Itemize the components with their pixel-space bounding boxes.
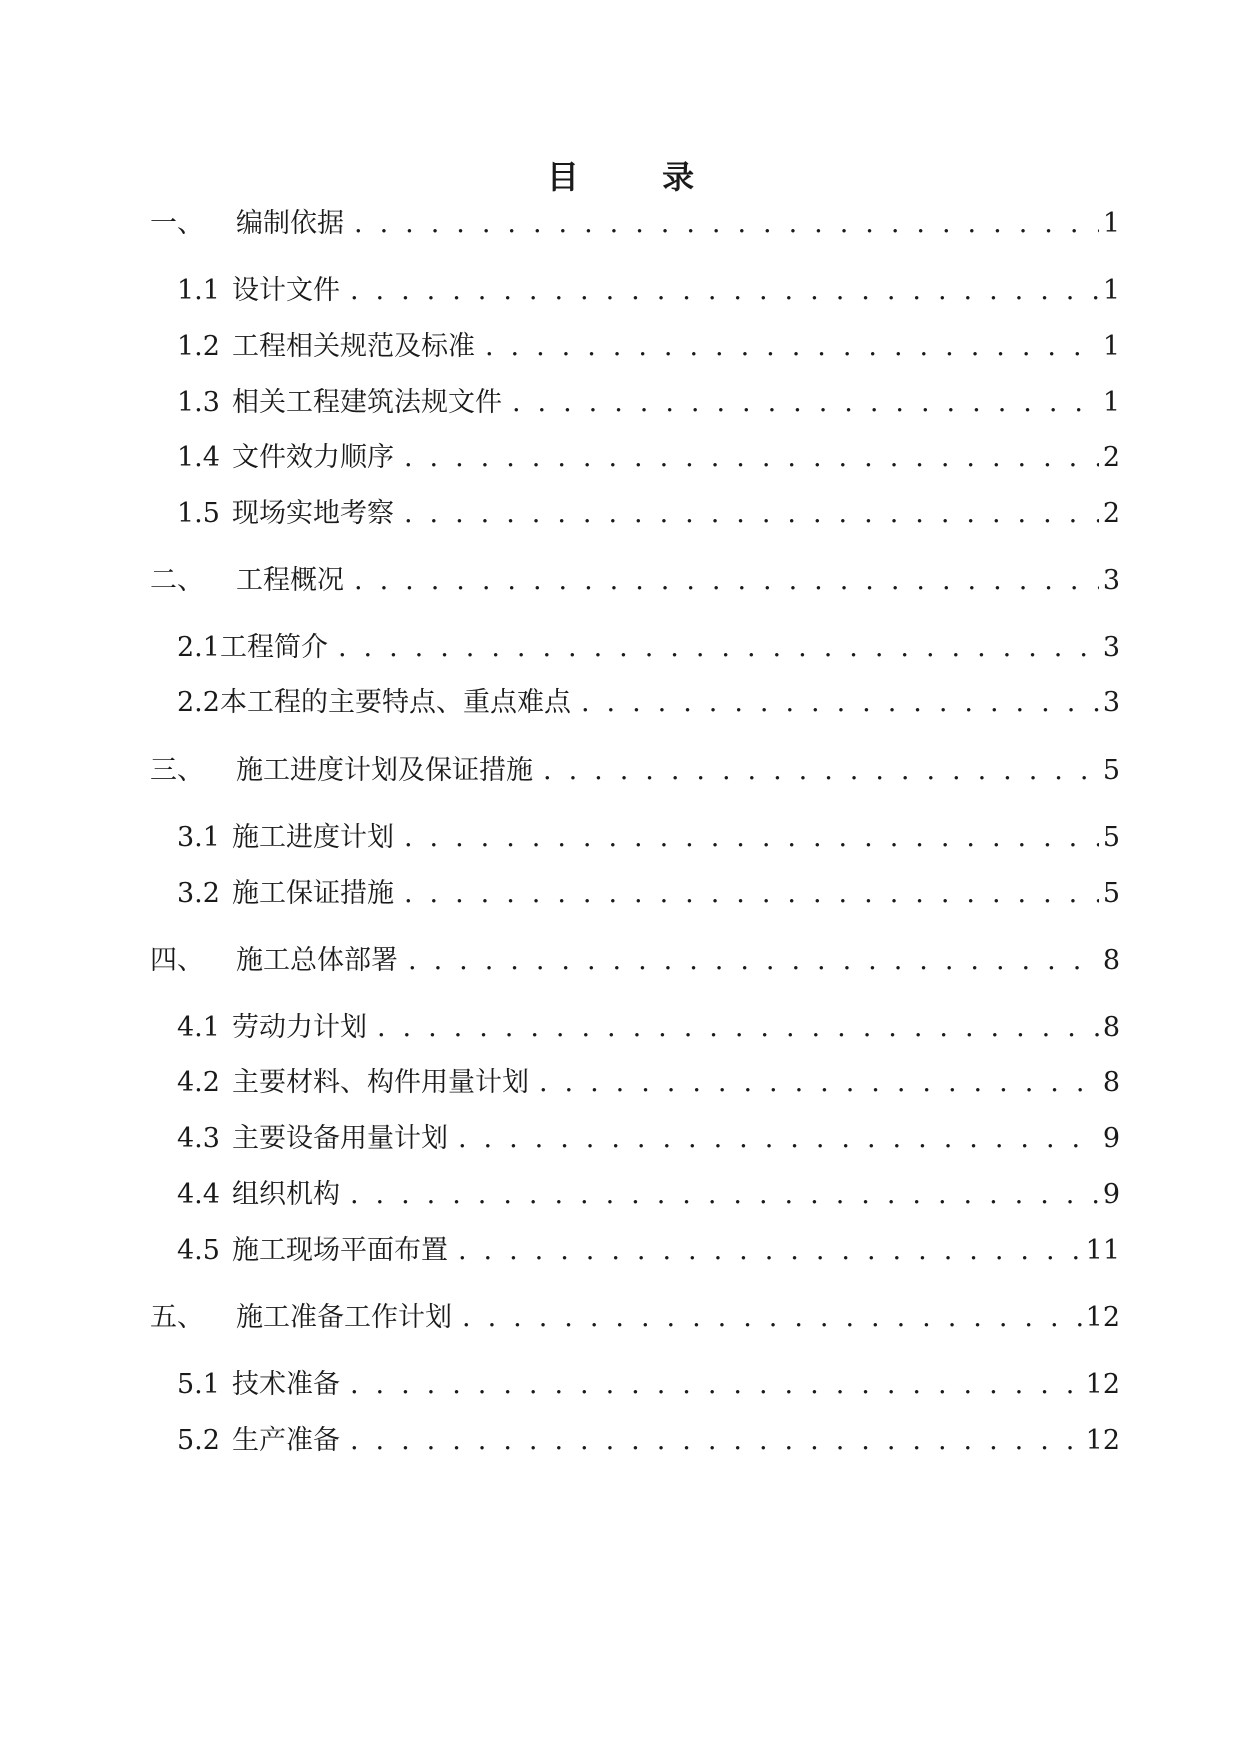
toc-dot-leader bbox=[354, 565, 1099, 597]
toc-dot-leader bbox=[543, 755, 1099, 787]
toc-entry-label: 编制依据 bbox=[236, 208, 344, 239]
toc-dot-leader bbox=[350, 1425, 1082, 1457]
toc-entry-label: 施工进度计划及保证措施 bbox=[236, 755, 533, 786]
toc-entry-page: 9 bbox=[1102, 1179, 1120, 1210]
toc-entry-label: 施工保证措施 bbox=[231, 878, 394, 909]
toc-entry[interactable] bbox=[150, 747, 1120, 787]
toc-entry-page: 2 bbox=[1102, 498, 1120, 529]
toc-dot-leader bbox=[377, 1012, 1099, 1044]
toc-entry-label: 施工准备工作计划 bbox=[236, 1302, 452, 1333]
toc-entry-number: 五、 bbox=[150, 1302, 204, 1333]
toc-dot-leader bbox=[462, 1302, 1082, 1334]
toc-entry-number: 4.5 bbox=[177, 1235, 220, 1266]
toc-entry-page: 8 bbox=[1102, 945, 1120, 976]
toc-entry-number: 1.2 bbox=[177, 331, 220, 362]
toc-entry[interactable] bbox=[177, 379, 1120, 419]
toc-entry-number: 4.1 bbox=[177, 1012, 220, 1043]
toc-entry-number: 5.1 bbox=[177, 1369, 220, 1400]
toc-dot-leader bbox=[354, 208, 1099, 240]
toc-entry-number: 三、 bbox=[150, 755, 204, 786]
toc-entry-page: 3 bbox=[1102, 632, 1120, 663]
toc-dot-leader bbox=[404, 878, 1099, 910]
toc-entry-number: 1.3 bbox=[177, 387, 220, 418]
toc-entry-label: 主要设备用量计划 bbox=[231, 1123, 448, 1154]
toc-entry-page: 5 bbox=[1102, 822, 1120, 853]
toc-title: 目 录 bbox=[546, 158, 731, 197]
toc-entry-page: 12 bbox=[1085, 1302, 1120, 1333]
toc-entry[interactable] bbox=[150, 937, 1120, 977]
toc-dot-leader bbox=[485, 331, 1099, 363]
toc-dot-leader bbox=[581, 687, 1099, 719]
toc-entry-label: 施工进度计划 bbox=[231, 822, 394, 853]
toc-entry-page: 1 bbox=[1102, 331, 1120, 362]
toc-entry-label: 设计文件 bbox=[231, 275, 340, 306]
toc-entry-label: 本工程的主要特点、重点难点 bbox=[219, 687, 571, 718]
toc-entry-page: 12 bbox=[1085, 1425, 1120, 1456]
toc-entry-label: 施工总体部署 bbox=[236, 945, 398, 976]
toc-entry[interactable] bbox=[177, 624, 1120, 664]
toc-entry-page: 1 bbox=[1102, 275, 1120, 306]
toc-entry[interactable] bbox=[177, 870, 1120, 910]
toc-dot-leader bbox=[404, 822, 1099, 854]
toc-entry-label: 生产准备 bbox=[231, 1425, 340, 1456]
toc-entry-page: 12 bbox=[1085, 1369, 1120, 1400]
toc-entry-page: 5 bbox=[1102, 878, 1120, 909]
toc-entry-label: 工程概况 bbox=[236, 565, 344, 596]
toc-entry[interactable] bbox=[177, 814, 1120, 854]
toc-dot-leader bbox=[404, 498, 1099, 530]
toc-entry-page: 2 bbox=[1102, 442, 1120, 473]
toc-entry[interactable] bbox=[177, 1171, 1120, 1211]
toc-entry-number: 二、 bbox=[150, 565, 204, 596]
toc-entry-page: 11 bbox=[1085, 1235, 1120, 1266]
toc-entry-page: 3 bbox=[1102, 565, 1120, 596]
toc-dot-leader bbox=[350, 1179, 1099, 1211]
toc-entry[interactable] bbox=[177, 1227, 1120, 1267]
toc-entry-label: 施工现场平面布置 bbox=[231, 1235, 448, 1266]
toc-entry-number: 5.2 bbox=[177, 1425, 220, 1456]
toc-entry[interactable] bbox=[177, 490, 1120, 530]
toc-entry[interactable] bbox=[177, 434, 1120, 474]
toc-entry[interactable] bbox=[150, 200, 1120, 240]
toc-entry-label: 技术准备 bbox=[231, 1369, 340, 1400]
toc-dot-leader bbox=[539, 1067, 1099, 1099]
toc-entry-number: 3.2 bbox=[177, 878, 220, 909]
toc-entry-page: 1 bbox=[1102, 387, 1120, 418]
toc-entry-page: 8 bbox=[1102, 1012, 1120, 1043]
toc-entry[interactable] bbox=[177, 1417, 1120, 1457]
toc-entry-label: 工程简介 bbox=[219, 632, 328, 663]
toc-entry-number: 一、 bbox=[150, 208, 204, 239]
toc-entry[interactable] bbox=[177, 1059, 1120, 1099]
toc-entry[interactable] bbox=[150, 1294, 1120, 1334]
toc-entry[interactable] bbox=[177, 1115, 1120, 1155]
toc-dot-leader bbox=[404, 442, 1099, 474]
toc-entry-page: 9 bbox=[1102, 1123, 1120, 1154]
toc-dot-leader bbox=[350, 1369, 1082, 1401]
toc-entry[interactable] bbox=[177, 1004, 1120, 1044]
toc-dot-leader bbox=[458, 1123, 1099, 1155]
toc-dot-leader bbox=[338, 632, 1099, 664]
toc-entry-label: 工程相关规范及标准 bbox=[231, 331, 475, 362]
toc-entry-number: 4.3 bbox=[177, 1123, 220, 1154]
toc-entry-page: 5 bbox=[1102, 755, 1120, 786]
toc-entry-page: 1 bbox=[1102, 208, 1120, 239]
toc-entry-number: 1.5 bbox=[177, 498, 220, 529]
toc-entry-label: 劳动力计划 bbox=[231, 1012, 367, 1043]
toc-dot-leader bbox=[408, 945, 1099, 977]
toc-entry-label: 相关工程建筑法规文件 bbox=[231, 387, 502, 418]
toc-entry-label: 组织机构 bbox=[231, 1179, 340, 1210]
toc-entry-number: 2.2 bbox=[177, 687, 220, 718]
toc-entry-page: 3 bbox=[1102, 687, 1120, 718]
toc-entry[interactable] bbox=[177, 267, 1120, 307]
toc-entry[interactable] bbox=[150, 557, 1120, 597]
toc-entry-label: 文件效力顺序 bbox=[231, 442, 394, 473]
toc-entry-number: 4.2 bbox=[177, 1067, 220, 1098]
toc-entry-number: 2.1 bbox=[177, 632, 220, 663]
toc-entry-number: 1.1 bbox=[177, 275, 220, 306]
toc-entry-page: 8 bbox=[1102, 1067, 1120, 1098]
toc-entry[interactable] bbox=[177, 323, 1120, 363]
toc-entry-label: 主要材料、构件用量计划 bbox=[231, 1067, 529, 1098]
toc-entry-number: 1.4 bbox=[177, 442, 220, 473]
toc-entry[interactable] bbox=[177, 1361, 1120, 1401]
toc-dot-leader bbox=[350, 275, 1099, 307]
toc-entry[interactable] bbox=[177, 679, 1120, 719]
toc-dot-leader bbox=[512, 387, 1099, 419]
toc-entry-number: 四、 bbox=[150, 945, 204, 976]
toc-entry-number: 4.4 bbox=[177, 1179, 220, 1210]
toc-entry-label: 现场实地考察 bbox=[231, 498, 394, 529]
toc-entry-number: 3.1 bbox=[177, 822, 220, 853]
toc-dot-leader bbox=[458, 1235, 1082, 1267]
